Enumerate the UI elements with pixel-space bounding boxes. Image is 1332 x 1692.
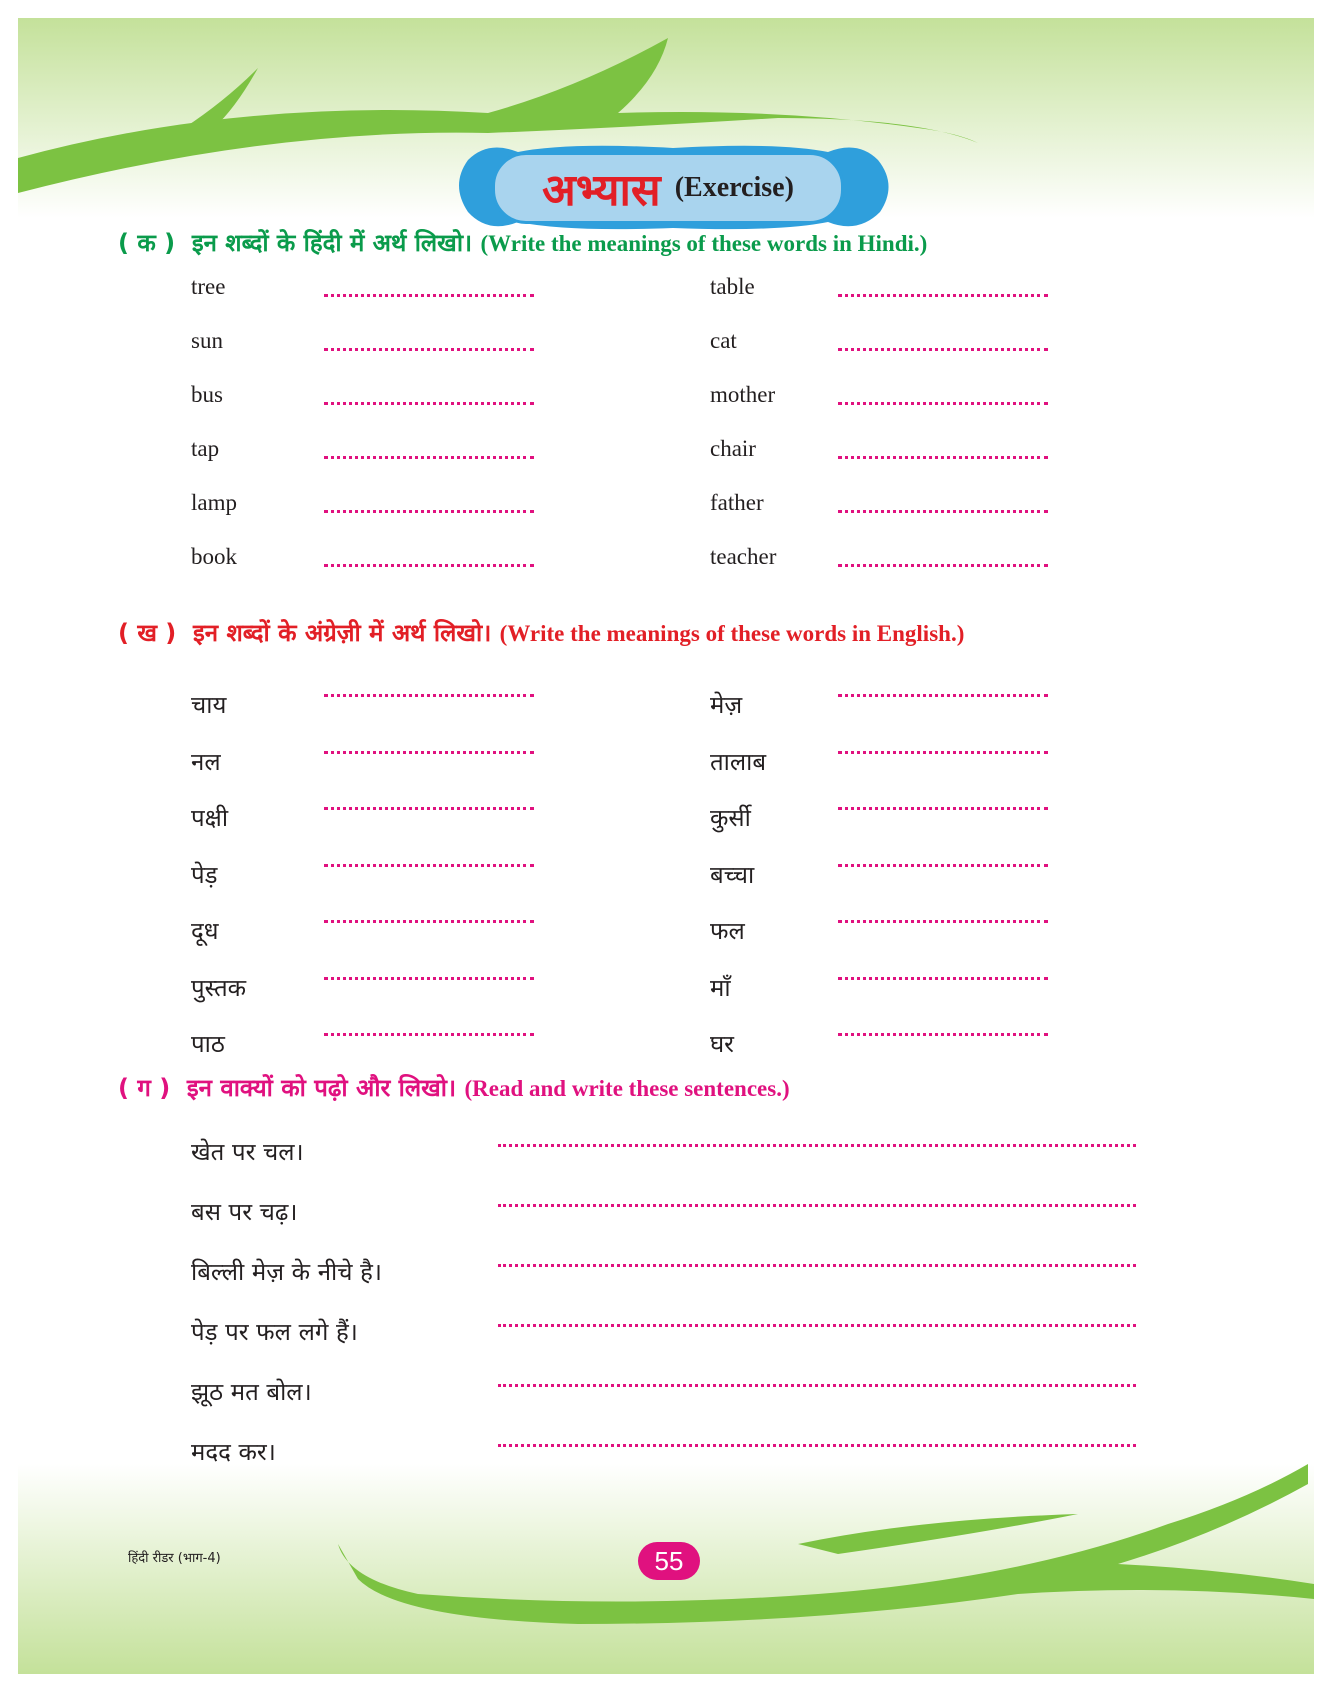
ka-right-answer-line[interactable]: [838, 456, 1048, 459]
ka-right-word: teacher: [710, 544, 777, 569]
ga-sentence: पेड़ पर फल लगे हैं।: [191, 1318, 358, 1346]
section-ga-hindi-instruction: इन वाक्यों को पढ़ो और लिखो।: [186, 1074, 457, 1102]
section-ka-english-instruction: (Write the meanings of these words in Hindi.): [480, 231, 928, 256]
ka-right-word: father: [710, 490, 764, 515]
kha-right-answer-line[interactable]: [838, 864, 1048, 867]
kha-right-answer-line[interactable]: [838, 751, 1048, 754]
kha-left-answer-line[interactable]: [324, 1033, 534, 1036]
ka-left-answer-line[interactable]: [324, 510, 534, 513]
section-ga-label: ( ग ): [118, 1074, 171, 1102]
kha-right-answer-line[interactable]: [838, 694, 1048, 697]
ga-answer-line[interactable]: [498, 1324, 1136, 1327]
ga-sentence: बिल्ली मेज़ के नीचे है।: [191, 1258, 382, 1286]
kha-left-answer-line[interactable]: [324, 694, 534, 697]
ka-left-word: tap: [191, 436, 220, 461]
ga-answer-line[interactable]: [498, 1444, 1136, 1447]
kha-left-word: पुस्तक: [191, 974, 247, 1002]
kha-right-word: बच्चा: [710, 861, 755, 889]
ka-left-answer-line[interactable]: [324, 564, 534, 567]
section-ka-label: ( क ): [118, 229, 176, 257]
kha-right-word: तालाब: [710, 748, 767, 776]
ga-answer-line[interactable]: [498, 1204, 1136, 1207]
title-english: (Exercise): [674, 172, 794, 203]
ka-left-word: book: [191, 544, 237, 569]
ka-right-word: chair: [710, 436, 756, 461]
ga-answer-line[interactable]: [498, 1144, 1136, 1147]
ka-left-word: lamp: [191, 490, 237, 515]
section-ga-english-instruction: (Read and write these sentences.): [464, 1076, 790, 1101]
kha-right-word: फल: [710, 917, 745, 945]
ka-left-answer-line[interactable]: [324, 294, 534, 297]
title-hindi: अभ्यास: [542, 165, 661, 216]
kha-left-answer-line[interactable]: [324, 864, 534, 867]
ka-left-answer-line[interactable]: [324, 402, 534, 405]
ka-left-word: bus: [191, 382, 223, 407]
ka-right-word: cat: [710, 328, 737, 353]
worksheet-page: [18, 18, 1314, 1674]
kha-left-answer-line[interactable]: [324, 807, 534, 810]
kha-right-word: घर: [710, 1030, 734, 1058]
kha-left-answer-line[interactable]: [324, 751, 534, 754]
section-kha-hindi-instruction: इन शब्दों के अंग्रेज़ी में अर्थ लिखो।: [193, 619, 492, 647]
kha-right-answer-line[interactable]: [838, 920, 1048, 923]
ga-sentence: खेत पर चल।: [191, 1138, 304, 1166]
footer-book-title: हिंदी रीडर (भाग-4): [128, 1551, 221, 1566]
ka-right-answer-line[interactable]: [838, 564, 1048, 567]
kha-left-word: पेड़: [191, 861, 218, 889]
kha-left-answer-line[interactable]: [324, 920, 534, 923]
kha-right-word: मेज़: [710, 691, 743, 719]
ka-right-answer-line[interactable]: [838, 294, 1048, 297]
exercise-title-badge: [448, 140, 898, 234]
ka-right-word: mother: [710, 382, 776, 407]
ka-right-word: table: [710, 274, 755, 299]
section-kha-label: ( ख ): [118, 619, 177, 647]
ga-answer-line[interactable]: [498, 1264, 1136, 1267]
ka-right-answer-line[interactable]: [838, 402, 1048, 405]
ga-sentence: झूठ मत बोल।: [191, 1378, 312, 1406]
ka-right-answer-line[interactable]: [838, 510, 1048, 513]
title-pill: [492, 152, 844, 224]
kha-left-answer-line[interactable]: [324, 977, 534, 980]
kha-right-answer-line[interactable]: [838, 807, 1048, 810]
kha-right-word: माँ: [710, 974, 731, 1002]
ka-left-answer-line[interactable]: [324, 456, 534, 459]
kha-right-answer-line[interactable]: [838, 1033, 1048, 1036]
ka-right-answer-line[interactable]: [838, 348, 1048, 351]
kha-left-word: चाय: [191, 691, 227, 719]
ga-sentence: मदद कर।: [191, 1438, 276, 1466]
kha-left-word: दूध: [191, 917, 219, 945]
kha-right-word: कुर्सी: [710, 804, 751, 832]
page-number-badge: 55: [638, 1542, 700, 1580]
section-ka-heading: [118, 226, 927, 259]
section-kha-heading: [118, 616, 964, 649]
section-ga-heading: [118, 1071, 790, 1104]
kha-left-word: पक्षी: [191, 804, 229, 832]
ga-answer-line[interactable]: [498, 1384, 1136, 1387]
ka-left-word: tree: [191, 274, 226, 299]
kha-left-word: नल: [191, 748, 221, 776]
section-kha-english-instruction: (Write the meanings of these words in English.): [499, 621, 965, 646]
ka-left-answer-line[interactable]: [324, 348, 534, 351]
section-ka-hindi-instruction: इन शब्दों के हिंदी में अर्थ लिखो।: [191, 229, 473, 257]
ka-left-word: sun: [191, 328, 223, 353]
ga-sentence: बस पर चढ़।: [191, 1198, 298, 1226]
kha-left-word: पाठ: [191, 1030, 225, 1058]
kha-right-answer-line[interactable]: [838, 977, 1048, 980]
